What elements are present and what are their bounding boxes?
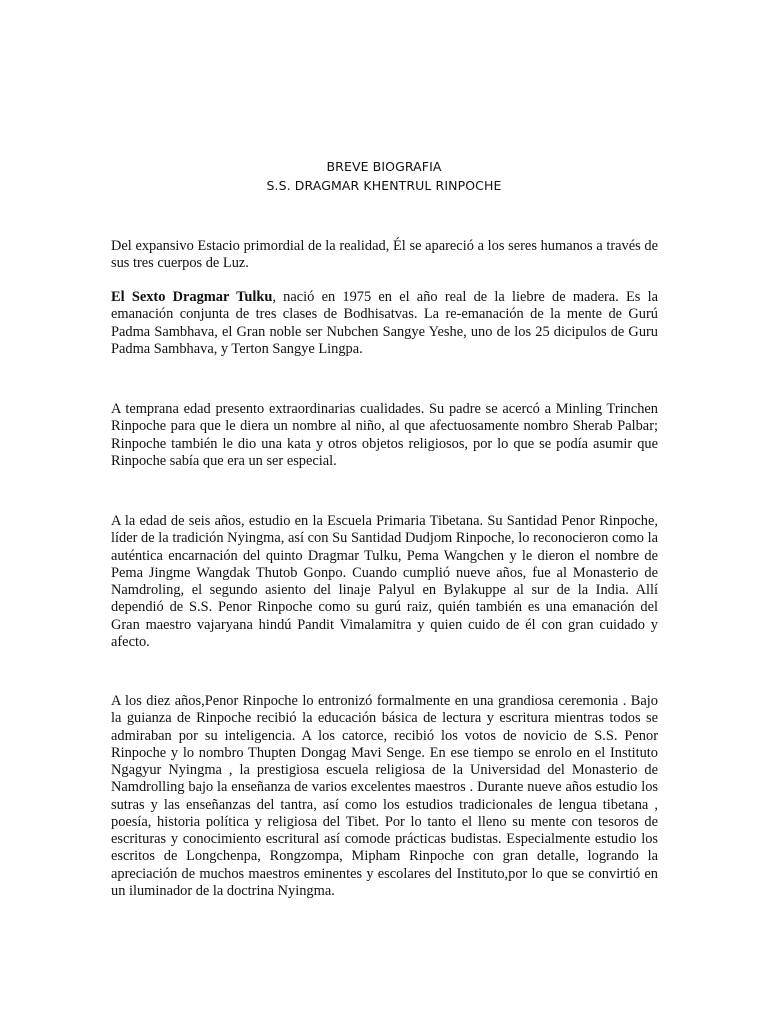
document-title: BREVE BIOGRAFIA [326, 159, 442, 174]
paragraph-birth [111, 289, 658, 358]
paragraph-birth-rest: , nació en 1975 en el año real de la liebre de madera. Es la emanación conjunta de tres clases de Bodhisatvas. La re-emanación de la mente de Gurú Padma Sambhava, el Gran noble ser Nubchen Sangye Yeshe, uno de los 25 dicipulos de Guru Padma Sambhava, y Terton Sangye Lingpa. [111, 289, 658, 357]
paragraph-birth-bold: El Sexto Dragmar Tulku [111, 289, 273, 305]
paragraph-enthronement [111, 693, 658, 900]
paragraph-enthronement-text: A los diez años,Penor Rinpoche lo entronizó formalmente en una grandiosa ceremonia . Bajo la guianza de Rinpoche recibió la educación básica de lectura y escritura mientras todos se admiraban por su inteligencia. A los catorce, recibió los votos de novicio de S.S. Penor Rinpoche y lo nombro Thupten Dongag Mavi Senge. En ese tiempo se enrolo en el Instituto Ngagyur Nyingma , la prestigiosa escuela religiosa de la Universidad del Monasterio de Namdrolling bajo la enseñanza de varios excelentes maestros . Durante nueve años estudio los sutras y las enseñanzas del tantra, así como los estudios tradicionales de lengua tibetana , poesía, historia política y religiosa del Tibet. Por lo tanto el lleno su mente con tesoros de escrituras y conocimiento escritural así comode prácticas budistas. Especialmente estudio los escritos de Longchenpa, Rongzompa, Mipham Rinpoche con gran detalle, logrando la apreciación de muchos maestros eminentes y escolares del Instituto,por lo que se convirtió en un iluminador de la doctrina Nyingma. [111, 693, 658, 899]
document-subtitle: S.S. DRAGMAR KHENTRUL RINPOCHE [266, 178, 502, 193]
paragraph-intro-text: Del expansivo Estacio primordial de la realidad, Él se apareció a los seres humanos a través de sus tres cuerpos de Luz. [111, 238, 658, 272]
paragraph-birth-text [111, 289, 658, 358]
paragraph-education [111, 513, 658, 651]
paragraph-childhood [111, 401, 658, 470]
paragraph-intro [111, 238, 658, 273]
paragraph-childhood-text: A temprana edad presento extraordinarias cualidades. Su padre se acercó a Minling Trinchen Rinpoche para que le diera un nombre al niño, al que afectuosamente nombro Sherab Palbar; Rinpoche también le dio una kata y otros objetos religiosos, por lo que se podía asumir que Rinpoche sabía que era un ser especial. [111, 401, 658, 469]
paragraph-education-text: A la edad de seis años, estudio en la Escuela Primaria Tibetana. Su Santidad Penor Rinpoche, líder de la tradición Nyingma, así con Su Santidad Dudjom Rinpoche, lo reconocieron como la auténtica encarnación del quinto Dragmar Tulku, Pema Wangchen y le dieron el nombre de Pema Jingme Wangdak Thutob Gonpo. Cuando cumplió nueve años, fue al Monasterio de Namdroling, el segundo asiento del linaje Palyul en Bylakuppe al sur de la India. Allí dependió de S.S. Penor Rinpoche como su gurú raiz, quién también es una emanación del Gran maestro vajaryana hindú Pandit Vimalamitra y quien cuido de él con gran cuidado y afecto. [111, 513, 658, 650]
